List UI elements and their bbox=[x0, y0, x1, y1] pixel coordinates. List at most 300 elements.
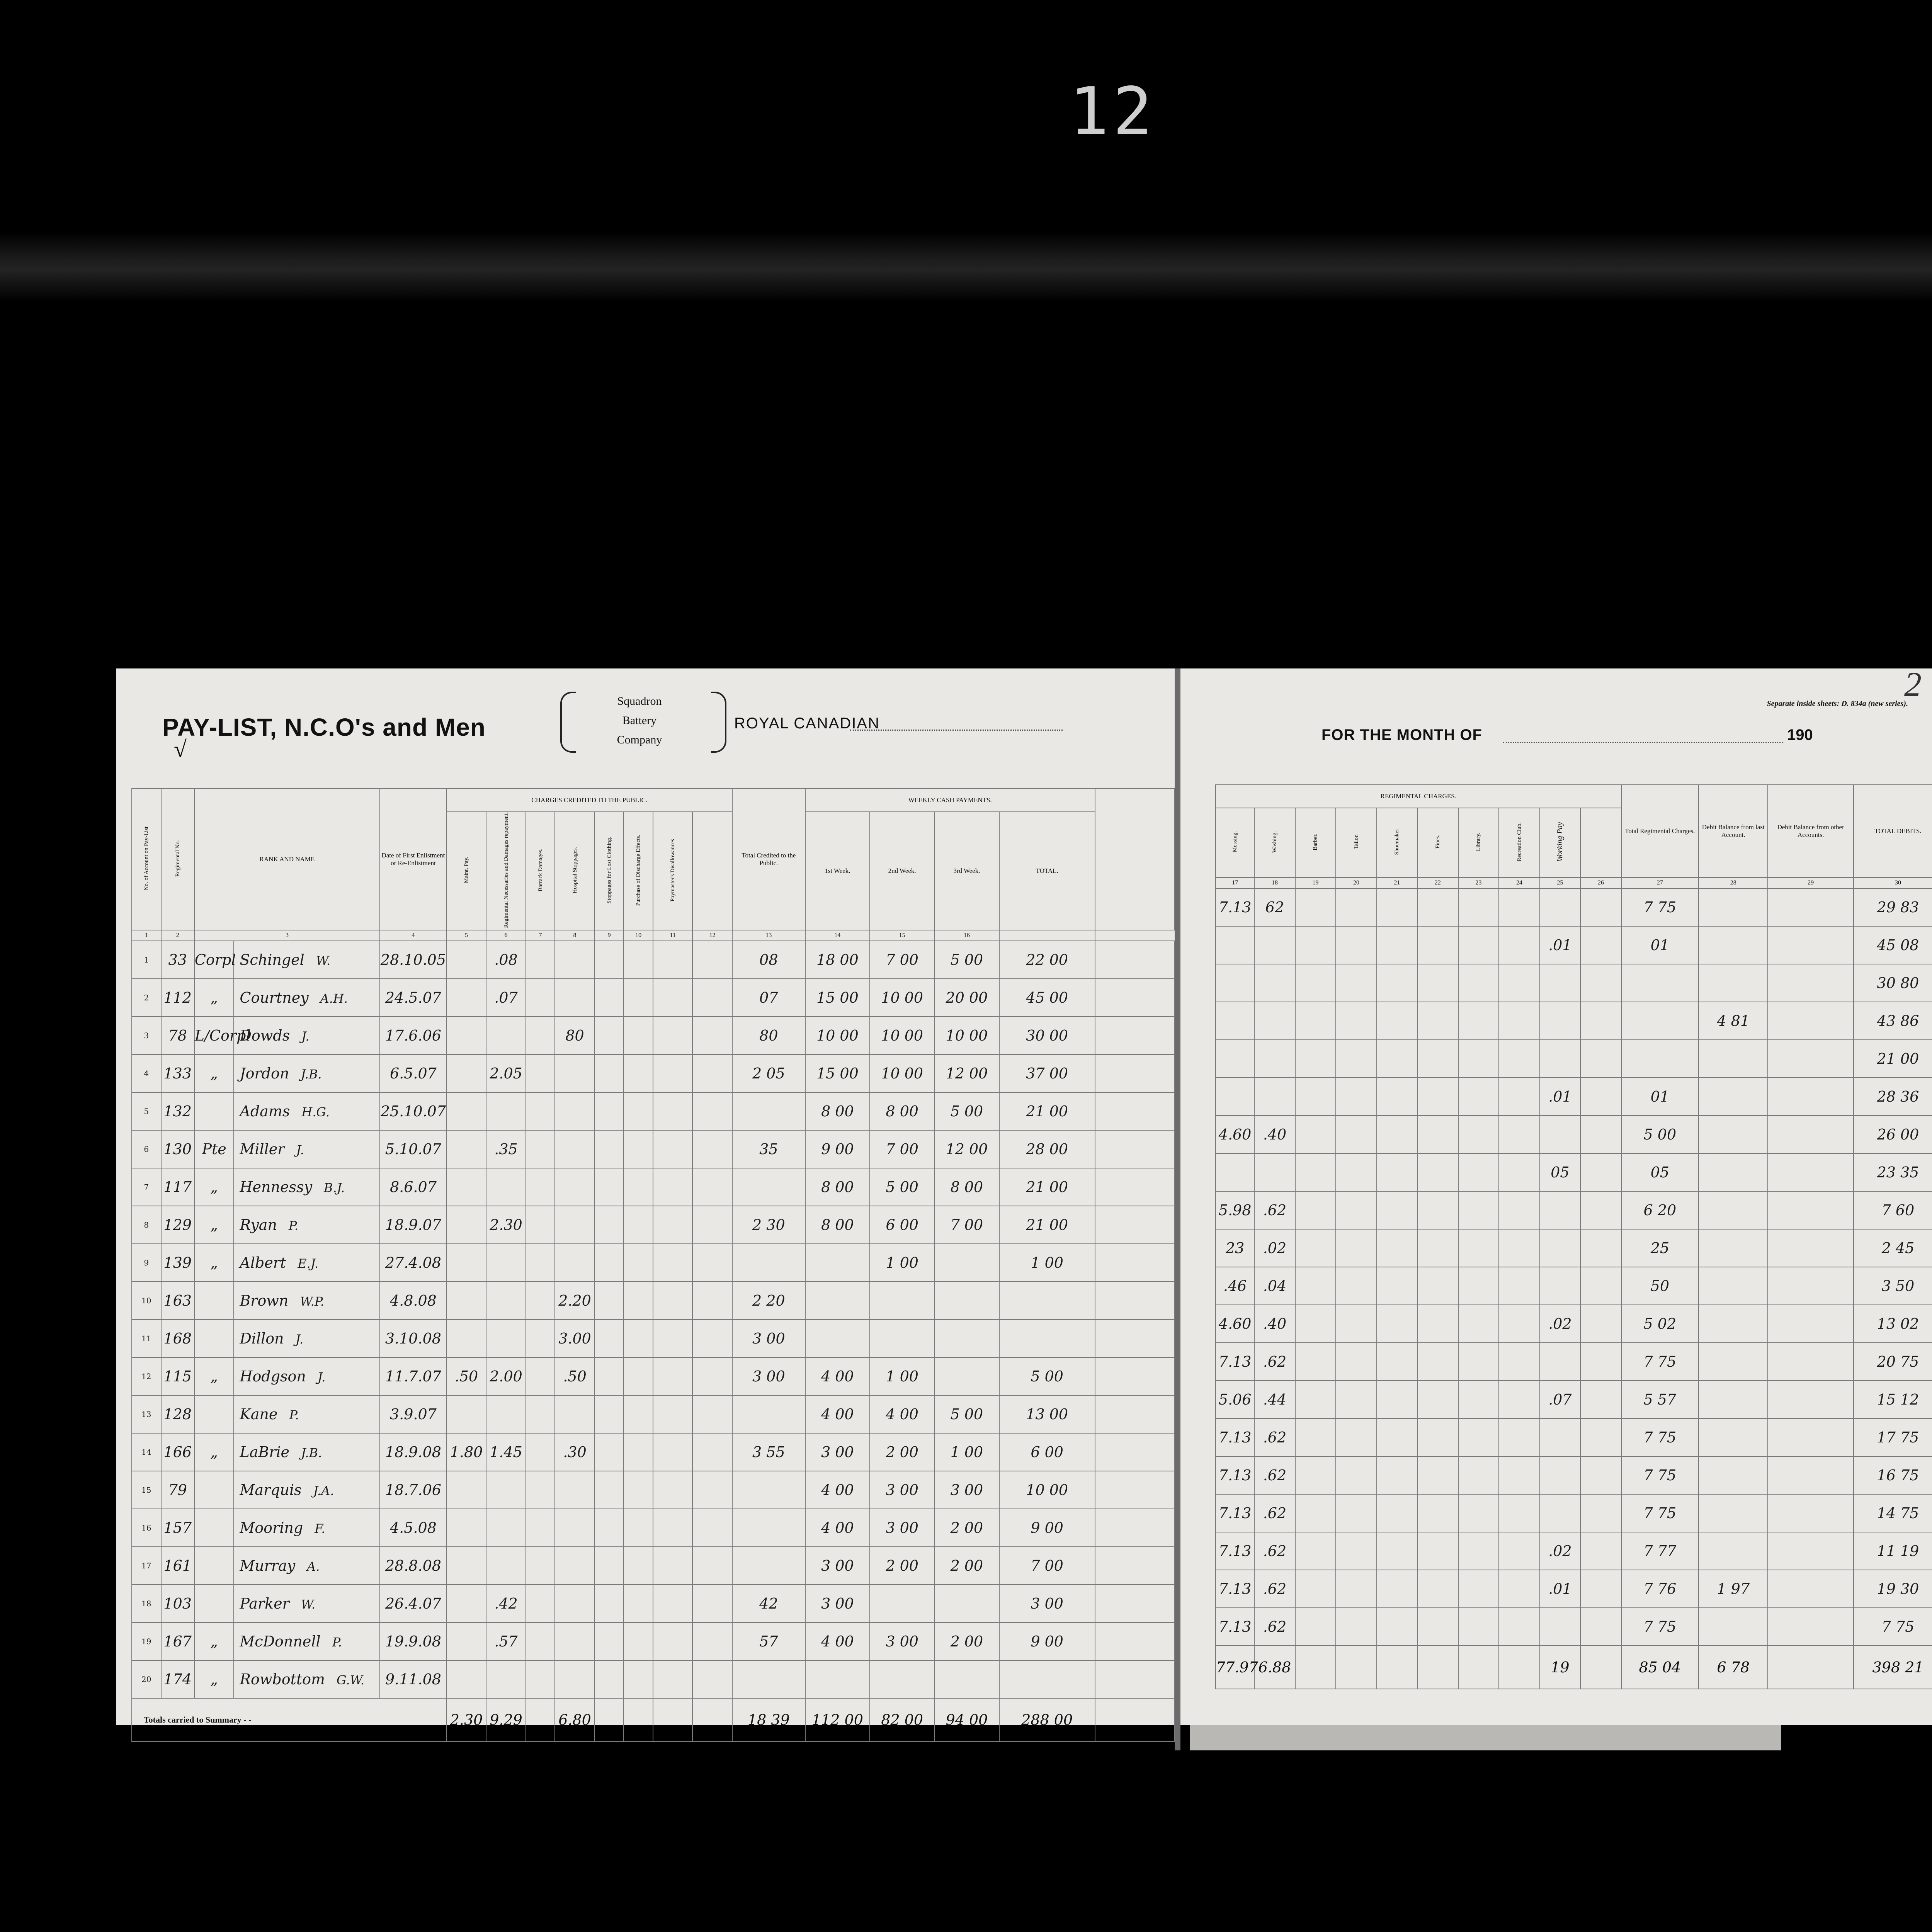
regimental-number: 167 bbox=[161, 1622, 194, 1660]
option-battery: Battery bbox=[622, 714, 657, 727]
regimental-necessaries bbox=[486, 1509, 526, 1547]
weekly-total: 3 00 bbox=[999, 1585, 1095, 1622]
blank-charge bbox=[1458, 1116, 1499, 1153]
total-debits-cell: 7 75 bbox=[1854, 1608, 1932, 1646]
barrack-damages bbox=[526, 1471, 555, 1509]
blank-charge bbox=[692, 1622, 732, 1660]
messing bbox=[1216, 1078, 1254, 1116]
col-number: 3 bbox=[194, 930, 380, 941]
surname: Hennessy bbox=[240, 1179, 312, 1196]
total-debits-cell: 7 60 bbox=[1854, 1191, 1932, 1229]
blank-cell bbox=[1095, 1395, 1174, 1433]
blank-charge bbox=[1417, 1078, 1458, 1116]
initials: W.P. bbox=[300, 1294, 325, 1309]
blank-charge bbox=[1295, 1116, 1336, 1153]
purchase-discharge bbox=[624, 1320, 653, 1357]
rank bbox=[194, 1471, 234, 1509]
row-number: 12 bbox=[132, 1357, 161, 1395]
unit-prefix: ROYAL CANADIAN bbox=[734, 715, 880, 732]
blank-charge bbox=[1417, 1570, 1458, 1608]
total-regimental-charges-cell: 5 57 bbox=[1621, 1381, 1699, 1418]
book-spine bbox=[1175, 668, 1180, 1750]
hdr-lost-clothing: Stoppages for Lost Clothing. bbox=[606, 837, 612, 904]
hdr-working-pay: Working Pay bbox=[1556, 821, 1565, 862]
col-number: 14 bbox=[805, 930, 870, 941]
rank: „ bbox=[194, 1622, 234, 1660]
blank-charge bbox=[692, 1547, 732, 1585]
paymaster-disallowances bbox=[653, 1320, 693, 1357]
debit-last-account bbox=[1699, 1456, 1768, 1494]
table-row bbox=[1216, 1078, 1932, 1116]
blank-cell bbox=[1095, 1433, 1174, 1471]
blank-charge bbox=[1295, 1078, 1336, 1116]
blank-charge bbox=[1295, 1191, 1336, 1229]
right-paylist-table bbox=[1215, 784, 1932, 1689]
regimental-necessaries bbox=[486, 1244, 526, 1282]
for-month-label: FOR THE MONTH OF bbox=[1321, 726, 1482, 743]
col-number: 23 bbox=[1458, 878, 1499, 888]
table-row bbox=[1216, 1532, 1932, 1570]
blank-charge bbox=[1336, 1191, 1376, 1229]
debit-last-account bbox=[1699, 1343, 1768, 1381]
washing: .62 bbox=[1254, 1456, 1295, 1494]
blank-cell bbox=[1095, 1622, 1174, 1660]
initials: P. bbox=[288, 1218, 299, 1233]
hdr-tailor: Tailor. bbox=[1353, 834, 1359, 849]
frame-number: 12 bbox=[1069, 73, 1156, 150]
soldier-name bbox=[234, 1471, 380, 1509]
barrack-damages bbox=[526, 1092, 555, 1130]
blank-charge bbox=[1377, 1494, 1417, 1532]
working-pay: .01 bbox=[1540, 1078, 1580, 1116]
blank-charge bbox=[1417, 964, 1458, 1002]
hospital-stoppages bbox=[555, 1622, 595, 1660]
lost-clothing bbox=[595, 1395, 624, 1433]
initials: E.J. bbox=[298, 1256, 319, 1271]
hospital-stoppages: 3.00 bbox=[555, 1320, 595, 1357]
blank-charge bbox=[1580, 1608, 1621, 1646]
debit-other-accounts bbox=[1768, 964, 1854, 1002]
total-regimental-charges-cell: 01 bbox=[1621, 1078, 1699, 1116]
hospital-stoppages bbox=[555, 1054, 595, 1092]
check-mark: √ bbox=[174, 736, 187, 762]
table-row bbox=[1216, 1381, 1932, 1418]
blank-cell bbox=[1095, 1017, 1174, 1054]
week2-payment: 3 00 bbox=[870, 1622, 934, 1660]
initials: G.W. bbox=[337, 1673, 365, 1688]
debit-other-accounts bbox=[1768, 1116, 1854, 1153]
blank-charge bbox=[1377, 1570, 1417, 1608]
total-debits-cell: 21 00 bbox=[1854, 1040, 1932, 1078]
hdr-week2: 2nd Week. bbox=[870, 812, 934, 930]
blank-charge bbox=[1499, 1532, 1539, 1570]
surname: Mooring bbox=[240, 1519, 303, 1537]
blank-charge bbox=[1499, 1153, 1539, 1191]
debit-other-accounts bbox=[1768, 1532, 1854, 1570]
blank-charge bbox=[1580, 1116, 1621, 1153]
blank-charge bbox=[692, 979, 732, 1017]
blank-cell bbox=[1095, 1206, 1174, 1244]
total-week2: 82 00 bbox=[870, 1698, 934, 1742]
blank-charge bbox=[1336, 1153, 1376, 1191]
weekly-total: 22 00 bbox=[999, 941, 1095, 979]
total-credited-cell: 42 bbox=[732, 1585, 805, 1622]
total-credited-cell bbox=[732, 1471, 805, 1509]
initials: J. bbox=[317, 1370, 326, 1385]
film-band bbox=[0, 232, 1932, 301]
maint-pay bbox=[447, 1509, 486, 1547]
blank-charge bbox=[1336, 1078, 1376, 1116]
surname: Adams bbox=[240, 1103, 290, 1120]
barrack-damages bbox=[526, 1433, 555, 1471]
hospital-stoppages bbox=[555, 1206, 595, 1244]
debit-other-accounts bbox=[1768, 1418, 1854, 1456]
blank-charge bbox=[1458, 926, 1499, 964]
blank-charge bbox=[1295, 1040, 1336, 1078]
hospital-stoppages bbox=[555, 1092, 595, 1130]
blank-charge bbox=[1417, 1305, 1458, 1343]
regimental-necessaries: .35 bbox=[486, 1130, 526, 1168]
purchase-discharge bbox=[624, 1622, 653, 1660]
regimental-necessaries: 1.45 bbox=[486, 1433, 526, 1471]
blank-charge bbox=[1458, 1078, 1499, 1116]
total-debits-cell: 17 75 bbox=[1854, 1418, 1932, 1456]
soldier-name bbox=[234, 1054, 380, 1092]
washing: .62 bbox=[1254, 1570, 1295, 1608]
blank-charge bbox=[1458, 888, 1499, 926]
enlistment-date: 18.9.07 bbox=[380, 1206, 447, 1244]
purchase-discharge bbox=[624, 1547, 653, 1585]
messing: 4.60 bbox=[1216, 1305, 1254, 1343]
blank-charge bbox=[1499, 888, 1539, 926]
regimental-necessaries: .08 bbox=[486, 941, 526, 979]
hospital-stoppages bbox=[555, 1168, 595, 1206]
left-page bbox=[116, 668, 1175, 1729]
total-debit-last: 6 78 bbox=[1699, 1646, 1768, 1689]
purchase-discharge bbox=[624, 1395, 653, 1433]
regimental-number: 139 bbox=[161, 1244, 194, 1282]
table-row bbox=[132, 979, 1174, 1017]
week1-payment bbox=[805, 1320, 870, 1357]
soldier-name bbox=[234, 1433, 380, 1471]
blank-charge bbox=[692, 1017, 732, 1054]
debit-last-account bbox=[1699, 1532, 1768, 1570]
weekly-total: 21 00 bbox=[999, 1206, 1095, 1244]
purchase-discharge bbox=[624, 1433, 653, 1471]
working-pay bbox=[1540, 888, 1580, 926]
blank-charge bbox=[1295, 1002, 1336, 1040]
regimental-number: 168 bbox=[161, 1320, 194, 1357]
week1-payment: 15 00 bbox=[805, 1054, 870, 1092]
hospital-stoppages bbox=[555, 1660, 595, 1698]
lost-clothing bbox=[595, 1017, 624, 1054]
initials: A.H. bbox=[320, 991, 348, 1006]
weekly-total: 9 00 bbox=[999, 1622, 1095, 1660]
week2-payment: 5 00 bbox=[870, 1168, 934, 1206]
enlistment-date: 9.11.08 bbox=[380, 1660, 447, 1698]
week2-payment bbox=[870, 1585, 934, 1622]
week3-payment bbox=[934, 1244, 999, 1282]
blank-charge bbox=[1295, 1381, 1336, 1418]
weekly-total: 9 00 bbox=[999, 1509, 1095, 1547]
enlistment-date: 11.7.07 bbox=[380, 1357, 447, 1395]
messing bbox=[1216, 964, 1254, 1002]
total-debits-cell: 45 08 bbox=[1854, 926, 1932, 964]
washing: .62 bbox=[1254, 1343, 1295, 1381]
regimental-necessaries: 2.30 bbox=[486, 1206, 526, 1244]
table-row bbox=[132, 1130, 1174, 1168]
week2-payment: 1 00 bbox=[870, 1244, 934, 1282]
total-credited-cell: 07 bbox=[732, 979, 805, 1017]
total-regimental-necessaries: 9.29 bbox=[486, 1698, 526, 1742]
lost-clothing bbox=[595, 1547, 624, 1585]
messing: 7.13 bbox=[1216, 1418, 1254, 1456]
maint-pay: 1.80 bbox=[447, 1433, 486, 1471]
messing: 4.60 bbox=[1216, 1116, 1254, 1153]
soldier-name bbox=[234, 1622, 380, 1660]
working-pay bbox=[1540, 1191, 1580, 1229]
regimental-number: 115 bbox=[161, 1357, 194, 1395]
blank-charge bbox=[1417, 1418, 1458, 1456]
blank-cell bbox=[1095, 1092, 1174, 1130]
blank-charge bbox=[1377, 1267, 1417, 1305]
blank-charge bbox=[692, 1433, 732, 1471]
option-company: Company bbox=[617, 733, 662, 746]
barrack-damages bbox=[526, 979, 555, 1017]
week1-payment: 15 00 bbox=[805, 979, 870, 1017]
hdr-messing: Messing. bbox=[1232, 831, 1238, 852]
blank-charge bbox=[1336, 1229, 1376, 1267]
week1-payment: 4 00 bbox=[805, 1509, 870, 1547]
total-regimental-charges: 85 04 bbox=[1621, 1646, 1699, 1689]
blank-charge bbox=[1499, 1343, 1539, 1381]
paymaster-disallowances bbox=[653, 1585, 693, 1622]
rank: L/Corpl bbox=[194, 1017, 234, 1054]
rank bbox=[194, 1547, 234, 1585]
blank-charge bbox=[1295, 1608, 1336, 1646]
blank-charge bbox=[1417, 1456, 1458, 1494]
table-row bbox=[1216, 1570, 1932, 1608]
blank-cell bbox=[1095, 941, 1174, 979]
blank-charge bbox=[1295, 1343, 1336, 1381]
blank-charge bbox=[1499, 1191, 1539, 1229]
total-debits-cell: 43 86 bbox=[1854, 1002, 1932, 1040]
blank-charge bbox=[1377, 1381, 1417, 1418]
blank-charge bbox=[692, 1054, 732, 1092]
hospital-stoppages bbox=[555, 1244, 595, 1282]
paymaster-disallowances bbox=[653, 1168, 693, 1206]
purchase-discharge bbox=[624, 1660, 653, 1698]
debit-other-accounts bbox=[1768, 1191, 1854, 1229]
working-pay: .07 bbox=[1540, 1381, 1580, 1418]
row-number: 14 bbox=[132, 1433, 161, 1471]
blank-charge bbox=[1336, 888, 1376, 926]
table-row bbox=[1216, 1116, 1932, 1153]
maint-pay bbox=[447, 1244, 486, 1282]
blank-charge bbox=[1417, 1040, 1458, 1078]
table-row bbox=[1216, 964, 1932, 1002]
maint-pay bbox=[447, 1206, 486, 1244]
hdr-total-regimental: Total Regimental Charges. bbox=[1621, 785, 1699, 878]
initials: J.B. bbox=[301, 1446, 322, 1461]
week3-payment: 2 00 bbox=[934, 1547, 999, 1585]
soldier-name bbox=[234, 1206, 380, 1244]
initials: W. bbox=[301, 1597, 316, 1612]
working-pay bbox=[1540, 1267, 1580, 1305]
week3-payment: 5 00 bbox=[934, 1395, 999, 1433]
messing: 7.13 bbox=[1216, 1494, 1254, 1532]
blank-charge bbox=[1580, 1267, 1621, 1305]
washing bbox=[1254, 1153, 1295, 1191]
soldier-name bbox=[234, 1509, 380, 1547]
total-debits-cell: 11 19 bbox=[1854, 1532, 1932, 1570]
weekly-total bbox=[999, 1660, 1095, 1698]
rank: Corpl bbox=[194, 941, 234, 979]
blank-charge bbox=[1417, 1267, 1458, 1305]
col-number: 15 bbox=[870, 930, 934, 941]
initials: J.A. bbox=[313, 1483, 334, 1498]
blank-charge bbox=[1336, 1494, 1376, 1532]
week3-payment: 1 00 bbox=[934, 1433, 999, 1471]
blank-charge bbox=[1377, 888, 1417, 926]
total-regimental-charges-cell: 7 76 bbox=[1621, 1570, 1699, 1608]
blank-charge bbox=[1336, 1456, 1376, 1494]
initials: J. bbox=[301, 1029, 310, 1044]
col-number: 11 bbox=[653, 930, 693, 941]
debit-last-account bbox=[1699, 1305, 1768, 1343]
hospital-stoppages: 2.20 bbox=[555, 1282, 595, 1320]
total-credited-cell: 3 00 bbox=[732, 1357, 805, 1395]
table-row bbox=[1216, 926, 1932, 964]
barrack-damages bbox=[526, 1130, 555, 1168]
initials: J. bbox=[295, 1332, 304, 1347]
right-page bbox=[1180, 665, 1932, 1725]
table-row bbox=[132, 1622, 1174, 1660]
blank-charge bbox=[1417, 1116, 1458, 1153]
debit-other-accounts bbox=[1768, 888, 1854, 926]
paymaster-disallowances bbox=[653, 1471, 693, 1509]
blank-charge bbox=[1377, 1116, 1417, 1153]
regimental-number: 132 bbox=[161, 1092, 194, 1130]
blank-charge bbox=[1499, 1229, 1539, 1267]
total-regimental-charges-cell: 01 bbox=[1621, 926, 1699, 964]
total-regimental-charges-cell: 7 75 bbox=[1621, 1343, 1699, 1381]
week3-payment: 12 00 bbox=[934, 1130, 999, 1168]
blank-charge bbox=[1580, 1570, 1621, 1608]
blank-charge bbox=[1458, 1456, 1499, 1494]
maint-pay bbox=[447, 941, 486, 979]
col-number: 25 bbox=[1540, 878, 1580, 888]
total-regimental-charges-cell: 5 02 bbox=[1621, 1305, 1699, 1343]
week2-payment: 10 00 bbox=[870, 1054, 934, 1092]
week3-payment: 8 00 bbox=[934, 1168, 999, 1206]
debit-last-account bbox=[1699, 1494, 1768, 1532]
surname: Kane bbox=[240, 1406, 278, 1423]
regimental-necessaries: .57 bbox=[486, 1622, 526, 1660]
hdr-total-debits: TOTAL DEBITS. bbox=[1854, 785, 1932, 878]
messing: 7.13 bbox=[1216, 1456, 1254, 1494]
messing bbox=[1216, 1002, 1254, 1040]
total-credited-cell: 3 55 bbox=[732, 1433, 805, 1471]
unit-dotline bbox=[850, 730, 1063, 731]
blank-charge bbox=[1580, 1305, 1621, 1343]
week1-payment: 4 00 bbox=[805, 1622, 870, 1660]
debit-last-account: 4 81 bbox=[1699, 1002, 1768, 1040]
regimental-number: 157 bbox=[161, 1509, 194, 1547]
regimental-number: 78 bbox=[161, 1017, 194, 1054]
regimental-necessaries bbox=[486, 1320, 526, 1357]
blank-charge bbox=[1295, 1229, 1336, 1267]
surname: Ryan bbox=[240, 1216, 277, 1234]
table-row bbox=[132, 1471, 1174, 1509]
regimental-necessaries: 2.05 bbox=[486, 1054, 526, 1092]
paymaster-disallowances bbox=[653, 1244, 693, 1282]
regimental-necessaries: .42 bbox=[486, 1585, 526, 1622]
separate-sheets-note: Separate inside sheets: D. 834a (new series). bbox=[1767, 699, 1908, 708]
week2-payment bbox=[870, 1320, 934, 1357]
week1-payment: 4 00 bbox=[805, 1395, 870, 1433]
rank: „ bbox=[194, 1054, 234, 1092]
col-number: 21 bbox=[1377, 878, 1417, 888]
barrack-damages bbox=[526, 1244, 555, 1282]
debit-last-account bbox=[1699, 1229, 1768, 1267]
under-page-strip bbox=[1190, 1725, 1781, 1750]
blank-charge bbox=[692, 1206, 732, 1244]
debit-last-account bbox=[1699, 926, 1768, 964]
total-debits-cell: 26 00 bbox=[1854, 1116, 1932, 1153]
table-row bbox=[132, 941, 1174, 979]
blank-charge bbox=[1417, 1381, 1458, 1418]
blank-cell bbox=[1095, 1282, 1174, 1320]
regimental-number: 112 bbox=[161, 979, 194, 1017]
purchase-discharge bbox=[624, 1244, 653, 1282]
enlistment-date: 26.4.07 bbox=[380, 1585, 447, 1622]
week2-payment: 1 00 bbox=[870, 1357, 934, 1395]
initials: F. bbox=[315, 1521, 325, 1536]
washing: .62 bbox=[1254, 1608, 1295, 1646]
col-number: 2 bbox=[161, 930, 194, 941]
blank-charge bbox=[1458, 1040, 1499, 1078]
total-credited-cell: 2 30 bbox=[732, 1206, 805, 1244]
total-credited-cell bbox=[732, 1509, 805, 1547]
blank-charge bbox=[692, 1244, 732, 1282]
working-pay bbox=[1540, 1456, 1580, 1494]
blank-charge bbox=[1336, 1116, 1376, 1153]
blank-charge bbox=[692, 1509, 732, 1547]
table-row bbox=[1216, 1153, 1932, 1191]
rank bbox=[194, 1509, 234, 1547]
total-credited: 18 39 bbox=[732, 1698, 805, 1742]
blank-charge bbox=[1377, 1456, 1417, 1494]
total-week1: 112 00 bbox=[805, 1698, 870, 1742]
hdr-debit-other: Debit Balance from other Accounts. bbox=[1768, 785, 1854, 878]
debit-other-accounts bbox=[1768, 1040, 1854, 1078]
regimental-number: 79 bbox=[161, 1471, 194, 1509]
blank-charge bbox=[692, 1585, 732, 1622]
blank-cell bbox=[1095, 1357, 1174, 1395]
barrack-damages bbox=[526, 1168, 555, 1206]
hospital-stoppages: .30 bbox=[555, 1433, 595, 1471]
week1-payment: 4 00 bbox=[805, 1357, 870, 1395]
paymaster-disallowances bbox=[653, 1206, 693, 1244]
barrack-damages bbox=[526, 1054, 555, 1092]
hdr-blank-charge bbox=[692, 812, 732, 930]
enlistment-date: 18.9.08 bbox=[380, 1433, 447, 1471]
blank-charge bbox=[1458, 1267, 1499, 1305]
blank-charge bbox=[1458, 1608, 1499, 1646]
rank: „ bbox=[194, 1660, 234, 1698]
table-row bbox=[1216, 1608, 1932, 1646]
